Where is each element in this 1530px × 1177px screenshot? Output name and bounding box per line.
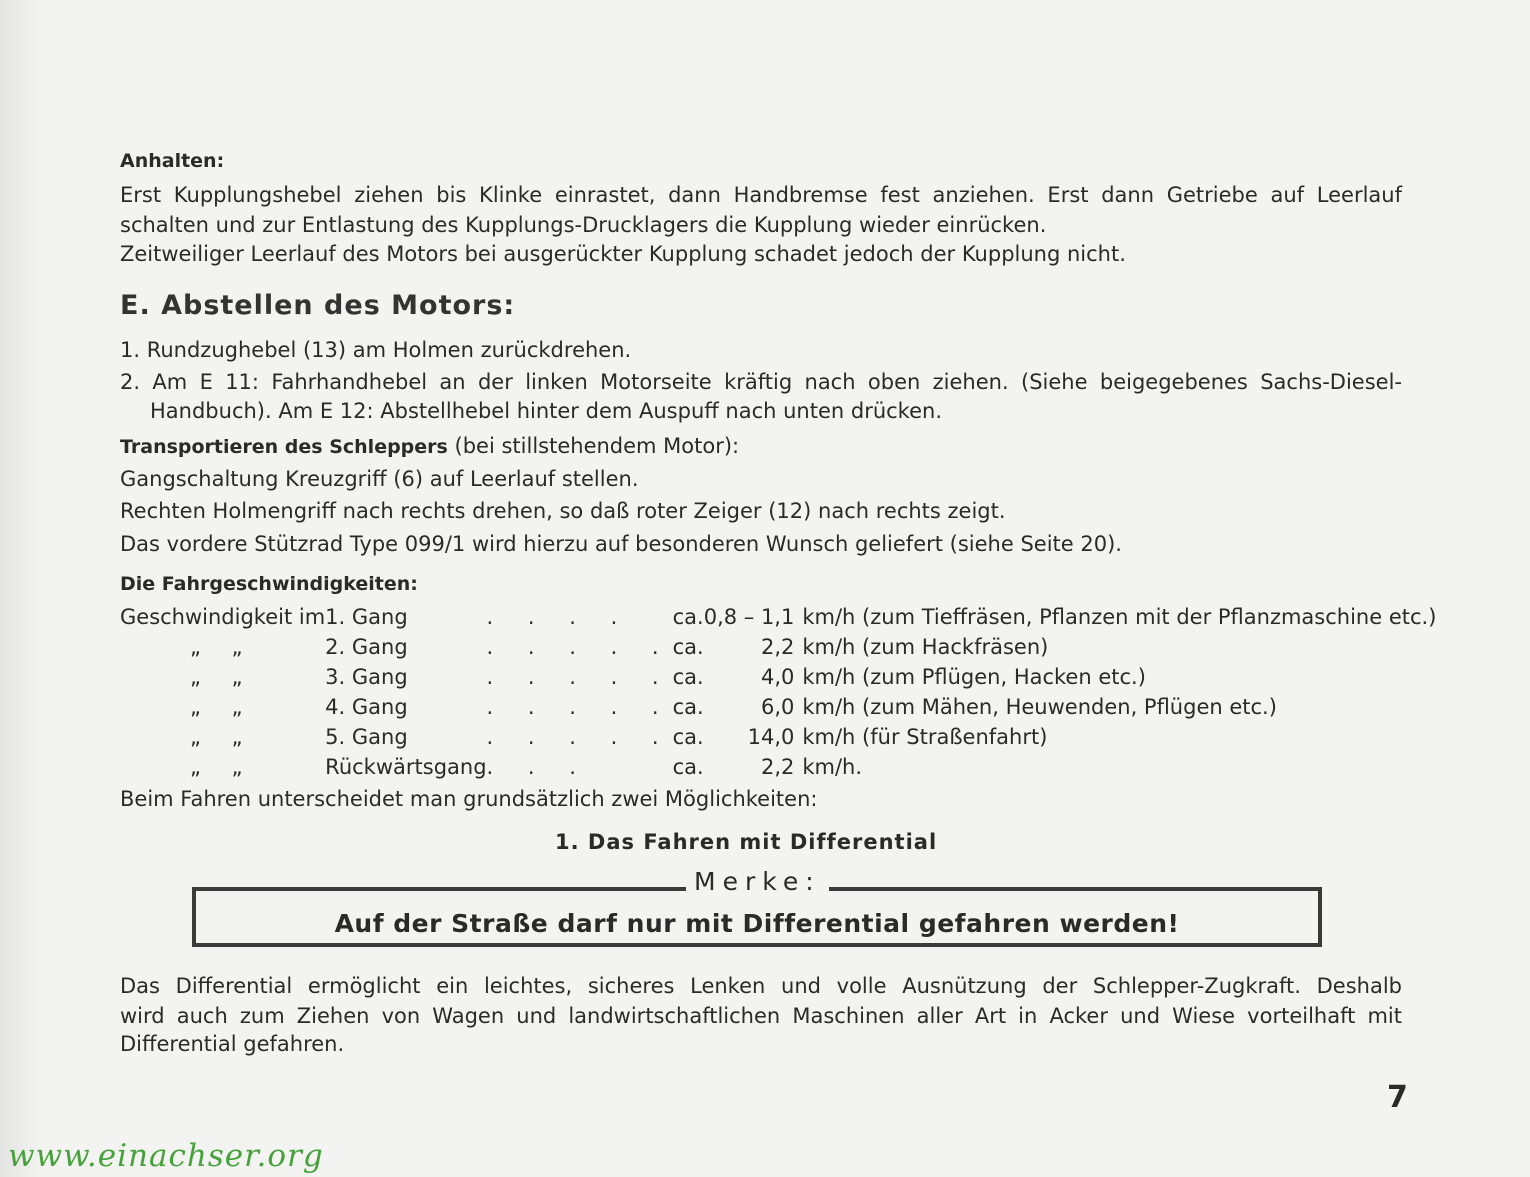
ditto-mark: „ — [231, 695, 243, 719]
page-number: 7 — [1387, 1080, 1408, 1115]
merke-label: Merke: — [686, 867, 829, 896]
speed-value: 14,0 — [747, 725, 795, 749]
speed-value: 0,8 – 1,1 — [703, 605, 795, 629]
speed-usage: (zum Tieffräsen, Pflanzen mit der Pflanzmaschine etc.) — [862, 605, 1437, 629]
transport-heading-bold: Transportieren des Schleppers — [120, 436, 448, 458]
approx-label: ca. — [672, 725, 704, 749]
approx-label: ca. — [672, 635, 704, 659]
leader-dots: . . . . . — [486, 725, 673, 749]
ditto-mark: „ — [231, 635, 243, 659]
differential-line-2: wird auch zum Ziehen von Wagen und landwirtschaftlichen Maschinen aller Art in Acker und Wiese vorteilhaft mit — [120, 1004, 1402, 1028]
speed-row — [120, 632, 1436, 662]
transport-heading-rest: (bei stillstehendem Motor): — [447, 434, 740, 458]
section-e-item-2-line-1: 2. Am E 11: Fahrhandhebel an der linken Motorseite kräftig nach oben ziehen. (Siehe beigegebenes Sachs-Diesel- — [120, 370, 1402, 394]
speed-row — [120, 662, 1436, 692]
speed-unit: km/h — [802, 605, 856, 629]
ditto-mark: „ — [190, 725, 201, 749]
differential-line-1: Das Differential ermöglicht ein leichtes, sicheres Lenken und volle Ausnützung der Schlepper-Zugkraft. Deshalb — [120, 974, 1402, 998]
speed-usage: (für Straßenfahrt) — [862, 725, 1048, 749]
speed-table — [120, 602, 1436, 782]
speed-usage: (zum Mähen, Heuwenden, Pflügen etc.) — [862, 695, 1277, 719]
gear-label: 1. Gang — [325, 605, 408, 629]
gear-label: 3. Gang — [325, 665, 408, 689]
watermark-url[interactable]: www.einachser.org — [8, 1138, 324, 1174]
speed-unit: km/h — [802, 725, 856, 749]
speed-unit: km/h — [802, 695, 856, 719]
speed-usage: (zum Hackfräsen) — [862, 635, 1049, 659]
differential-line-3: Differential gefahren. — [120, 1032, 345, 1056]
transport-line-2: Rechten Holmengriff nach rechts drehen, so daß roter Zeiger (12) nach rechts zeigt. — [120, 499, 1006, 523]
gear-label: 2. Gang — [325, 635, 408, 659]
speed-unit: km/h — [802, 635, 856, 659]
anhalten-line-1: Erst Kupplungshebel ziehen bis Klinke einrastet, dann Handbremse fest anziehen. Erst dann Getriebe auf Leerlauf — [120, 183, 1402, 207]
ditto-mark: „ — [190, 755, 201, 779]
section-e-item-2-line-2: Handbuch). Am E 12: Abstellhebel hinter dem Auspuff nach unten drücken. — [150, 399, 943, 423]
ditto-mark: „ — [190, 635, 201, 659]
speed-usage — [862, 752, 1436, 782]
section-e-heading: E. Abstellen des Motors: — [120, 290, 516, 321]
ditto-mark: „ — [190, 695, 201, 719]
leader-dots: . . . . . — [486, 665, 673, 689]
gear-label: 5. Gang — [325, 725, 408, 749]
speed-row — [120, 602, 1436, 632]
ditto-mark: „ — [190, 665, 201, 689]
speed-value: 4,0 — [760, 665, 795, 689]
page-edge-shadow — [0, 0, 40, 1177]
ditto-mark: „ — [231, 755, 243, 779]
ditto-mark: „ — [231, 725, 243, 749]
speed-usage: (zum Pflügen, Hacken etc.) — [862, 665, 1146, 689]
leader-dots: . . . . . — [486, 635, 673, 659]
speed-unit: km/h. — [802, 755, 863, 779]
approx-label: ca. — [672, 605, 704, 629]
anhalten-line-2: schalten und zur Entlastung des Kupplungs-Drucklagers die Kupplung wieder einrücken. — [120, 213, 1047, 237]
speeds-heading: Die Fahrgeschwindigkeiten: — [120, 573, 418, 595]
speed-row — [120, 692, 1436, 722]
leader-dots: . . . . . — [486, 695, 673, 719]
speed-value: 6,0 — [760, 695, 795, 719]
speed-value: 2,2 — [760, 755, 795, 779]
speed-value: 2,2 — [760, 635, 795, 659]
leader-dots: . . . — [486, 755, 590, 779]
differential-heading: 1. Das Fahren mit Differential — [555, 830, 938, 854]
speed-prefix: Geschwindigkeit im — [120, 605, 326, 629]
approx-label: ca. — [672, 695, 704, 719]
transport-heading — [120, 432, 739, 461]
speed-row — [120, 722, 1436, 752]
transport-line-1: Gangschaltung Kreuzgriff (6) auf Leerlauf stellen. — [120, 467, 639, 491]
speed-unit: km/h — [802, 665, 856, 689]
ditto-mark: „ — [231, 665, 243, 689]
merke-text: Auf der Straße darf nur mit Differential gefahren werden! — [334, 909, 1180, 938]
approx-label: ca. — [672, 665, 704, 689]
anhalten-heading: Anhalten: — [120, 150, 225, 172]
transport-line-3: Das vordere Stützrad Type 099/1 wird hierzu auf besonderen Wunsch geliefert (siehe Seite 20). — [120, 532, 1122, 556]
approx-label: ca. — [672, 755, 704, 779]
speed-row — [120, 752, 1436, 782]
gear-label: Rückwärtsgang — [325, 755, 487, 779]
anhalten-line-3: Zeitweiliger Leerlauf des Motors bei ausgerückter Kupplung schadet jedoch der Kupplung nicht. — [120, 242, 1126, 266]
section-e-item-1: 1. Rundzughebel (13) am Holmen zurückdrehen. — [120, 338, 632, 362]
speeds-closing: Beim Fahren unterscheidet man grundsätzlich zwei Möglichkeiten: — [120, 787, 818, 811]
leader-dots: . . . . — [486, 605, 632, 629]
merke-box — [192, 867, 1322, 947]
gear-label: 4. Gang — [325, 695, 408, 719]
